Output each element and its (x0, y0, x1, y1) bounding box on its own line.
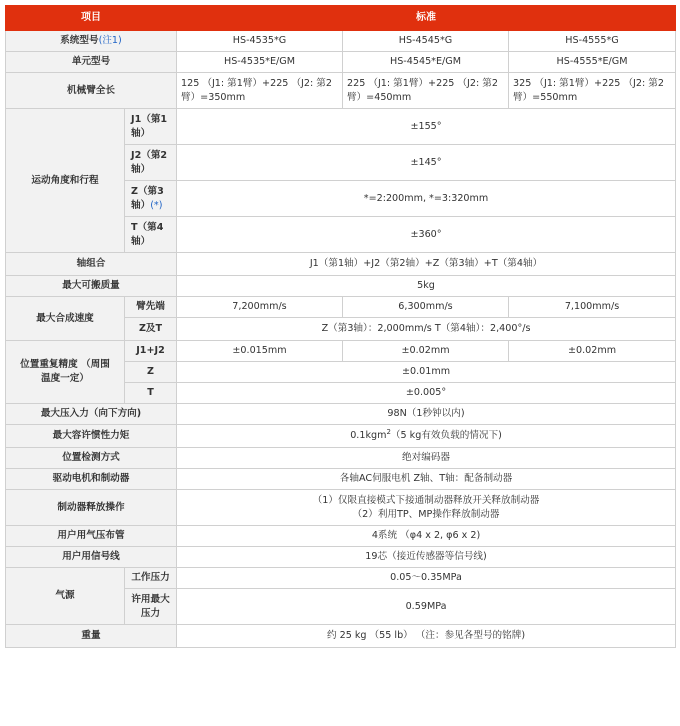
max-inertia-value-main: 0.1kgm (350, 430, 387, 441)
repeatability-label-line-1: 位置重复精度 （周围 (20, 359, 110, 370)
spec-table-container (5, 5, 675, 648)
max-inertia-label: 最大容许惯性力矩 (6, 425, 177, 448)
max-inertia-value-note: （5 kg有效负载的情况下) (390, 430, 502, 441)
motion-z-label-line-2: 轴） (131, 199, 151, 211)
unit-model-value-2: HS-4545*E/GM (343, 52, 509, 73)
motion-j2-label-line-1: J2（第2 (131, 149, 168, 161)
max-pressure-label (125, 589, 177, 625)
system-model-value-3: HS-4555*G (509, 31, 676, 52)
arm-length-2-line-2: 臂）=450mm (347, 91, 412, 103)
row-unit-model (6, 52, 676, 73)
row-brake-release (6, 490, 676, 526)
weight-label: 重量 (6, 625, 177, 648)
max-pressure-label-line-1: 许用最大 (131, 593, 170, 605)
system-model-label-text: 系统型号 (60, 35, 99, 46)
max-force-value: 98N（1秒钟以内) (177, 404, 676, 425)
motion-j2-value: ±145° (177, 145, 676, 181)
max-speed-arm-value-3: 7,100mm/s (509, 297, 676, 318)
unit-model-value-3: HS-4555*E/GM (509, 52, 676, 73)
repeatability-label (6, 341, 125, 404)
unit-model-value-1: HS-4535*E/GM (177, 52, 343, 73)
repeat-z-value: ±0.01mm (177, 362, 676, 383)
motion-j1-label-line-1: J1（第1 (131, 113, 168, 125)
note-1-link[interactable]: (注1) (98, 35, 122, 46)
arm-length-2-line-1: 225 （J1: 第1臂）+225 （J2: 第2 (347, 77, 498, 89)
drive-motor-value: 各轴AC伺服电机 Z轴、T轴：配备制动器 (177, 469, 676, 490)
row-max-force (6, 404, 676, 425)
signal-wire-label: 用户用信号线 (6, 547, 177, 568)
motion-z-value: *=2:200mm, *=3:320mm (177, 181, 676, 217)
row-axis-combo (6, 253, 676, 276)
motion-j1-label-line-2: 轴） (131, 127, 151, 139)
max-speed-zt-value: Z（第3轴）：2,000mm/s T（第4轴）：2,400°/s (177, 318, 676, 341)
brake-release-label: 制动器释放操作 (6, 490, 177, 526)
arm-length-value-2 (343, 73, 509, 109)
air-source-label: 气源 (6, 568, 125, 625)
row-max-speed-arm (6, 297, 676, 318)
signal-wire-value: 19芯（接近传感器等信号线) (177, 547, 676, 568)
motion-j1-label (125, 109, 177, 145)
max-force-label: 最大压入力（向下方向) (6, 404, 177, 425)
brake-release-line-1: （1）仅限直接模式下接通制动器释放开关释放制动器 (312, 494, 540, 506)
table-header-row (6, 6, 676, 31)
note-star-link[interactable]: (*) (150, 199, 163, 211)
repeat-j1j2-value-1: ±0.015mm (177, 341, 343, 362)
work-pressure-value: 0.05～0.35MPa (177, 568, 676, 589)
air-piping-value: 4系统 （φ4 x 2, φ6 x 2) (177, 526, 676, 547)
header-standard: 标准 (177, 6, 676, 31)
header-item: 项目 (6, 6, 177, 31)
drive-motor-label: 驱动电机和制动器 (6, 469, 177, 490)
arm-length-label: 机械臂全长 (6, 73, 177, 109)
axis-combo-label: 轴组合 (6, 253, 177, 276)
motion-z-label-line-1: Z（第3 (131, 185, 164, 197)
row-system-model (6, 31, 676, 52)
row-air-piping (6, 526, 676, 547)
max-speed-arm-value-2: 6,300mm/s (343, 297, 509, 318)
max-inertia-value-sup: 2 (386, 427, 391, 436)
row-repeat-j1j2 (6, 341, 676, 362)
row-air-work-pressure (6, 568, 676, 589)
row-drive-motor (6, 469, 676, 490)
motion-t-value: ±360° (177, 217, 676, 253)
arm-length-1-line-2: 臂）=350mm (181, 91, 246, 103)
arm-length-value-1 (177, 73, 343, 109)
work-pressure-label: 工作压力 (125, 568, 177, 589)
arm-length-3-line-1: 325 （J1: 第1臂）+225 （J2: 第2 (513, 77, 664, 89)
max-inertia-value (177, 425, 676, 448)
motion-t-label (125, 217, 177, 253)
weight-value: 约 25 kg （55 lb） （注：参见各型号的铭牌) (177, 625, 676, 648)
repeatability-label-line-2: 温度一定） (41, 373, 89, 384)
motion-label: 运动角度和行程 (6, 109, 125, 253)
row-max-payload (6, 276, 676, 297)
arm-length-3-line-2: 臂）=550mm (513, 91, 578, 103)
system-model-label (6, 31, 177, 52)
motion-j1-value: ±155° (177, 109, 676, 145)
position-detect-value: 绝对编码器 (177, 448, 676, 469)
arm-length-value-3 (509, 73, 676, 109)
system-model-value-1: HS-4535*G (177, 31, 343, 52)
max-speed-arm-value-1: 7,200mm/s (177, 297, 343, 318)
row-max-inertia (6, 425, 676, 448)
motion-j2-label (125, 145, 177, 181)
axis-combo-value: J1（第1轴）+J2（第2轴）+Z（第3轴）+T（第4轴） (177, 253, 676, 276)
repeat-j1j2-value-2: ±0.02mm (343, 341, 509, 362)
brake-release-value (177, 490, 676, 526)
arm-length-1-line-1: 125 （J1: 第1臂）+225 （J2: 第2 (181, 77, 332, 89)
max-payload-label: 最大可搬质量 (6, 276, 177, 297)
motion-t-label-line-1: T（第4 (131, 221, 164, 233)
brake-release-line-2: （2）利用TP、MP操作释放制动器 (352, 508, 500, 520)
max-payload-value: 5kg (177, 276, 676, 297)
repeat-t-label: T (125, 383, 177, 404)
row-arm-length (6, 73, 676, 109)
row-signal-wire (6, 547, 676, 568)
row-weight (6, 625, 676, 648)
row-motion-j1 (6, 109, 676, 145)
max-pressure-label-line-2: 压力 (140, 607, 161, 619)
max-speed-arm-label: 臂先端 (125, 297, 177, 318)
max-speed-zt-label: Z及T (125, 318, 177, 341)
repeat-t-value: ±0.005° (177, 383, 676, 404)
max-speed-label: 最大合成速度 (6, 297, 125, 341)
spec-table (5, 5, 676, 648)
system-model-value-2: HS-4545*G (343, 31, 509, 52)
row-position-detect (6, 448, 676, 469)
repeat-j1j2-label: J1+J2 (125, 341, 177, 362)
max-pressure-value: 0.59MPa (177, 589, 676, 625)
unit-model-label: 单元型号 (6, 52, 177, 73)
repeat-j1j2-value-3: ±0.02mm (509, 341, 676, 362)
position-detect-label: 位置检测方式 (6, 448, 177, 469)
motion-j2-label-line-2: 轴） (131, 163, 151, 175)
air-piping-label: 用户用气压布管 (6, 526, 177, 547)
motion-t-label-line-2: 轴） (131, 235, 151, 247)
repeat-z-label: Z (125, 362, 177, 383)
motion-z-label (125, 181, 177, 217)
